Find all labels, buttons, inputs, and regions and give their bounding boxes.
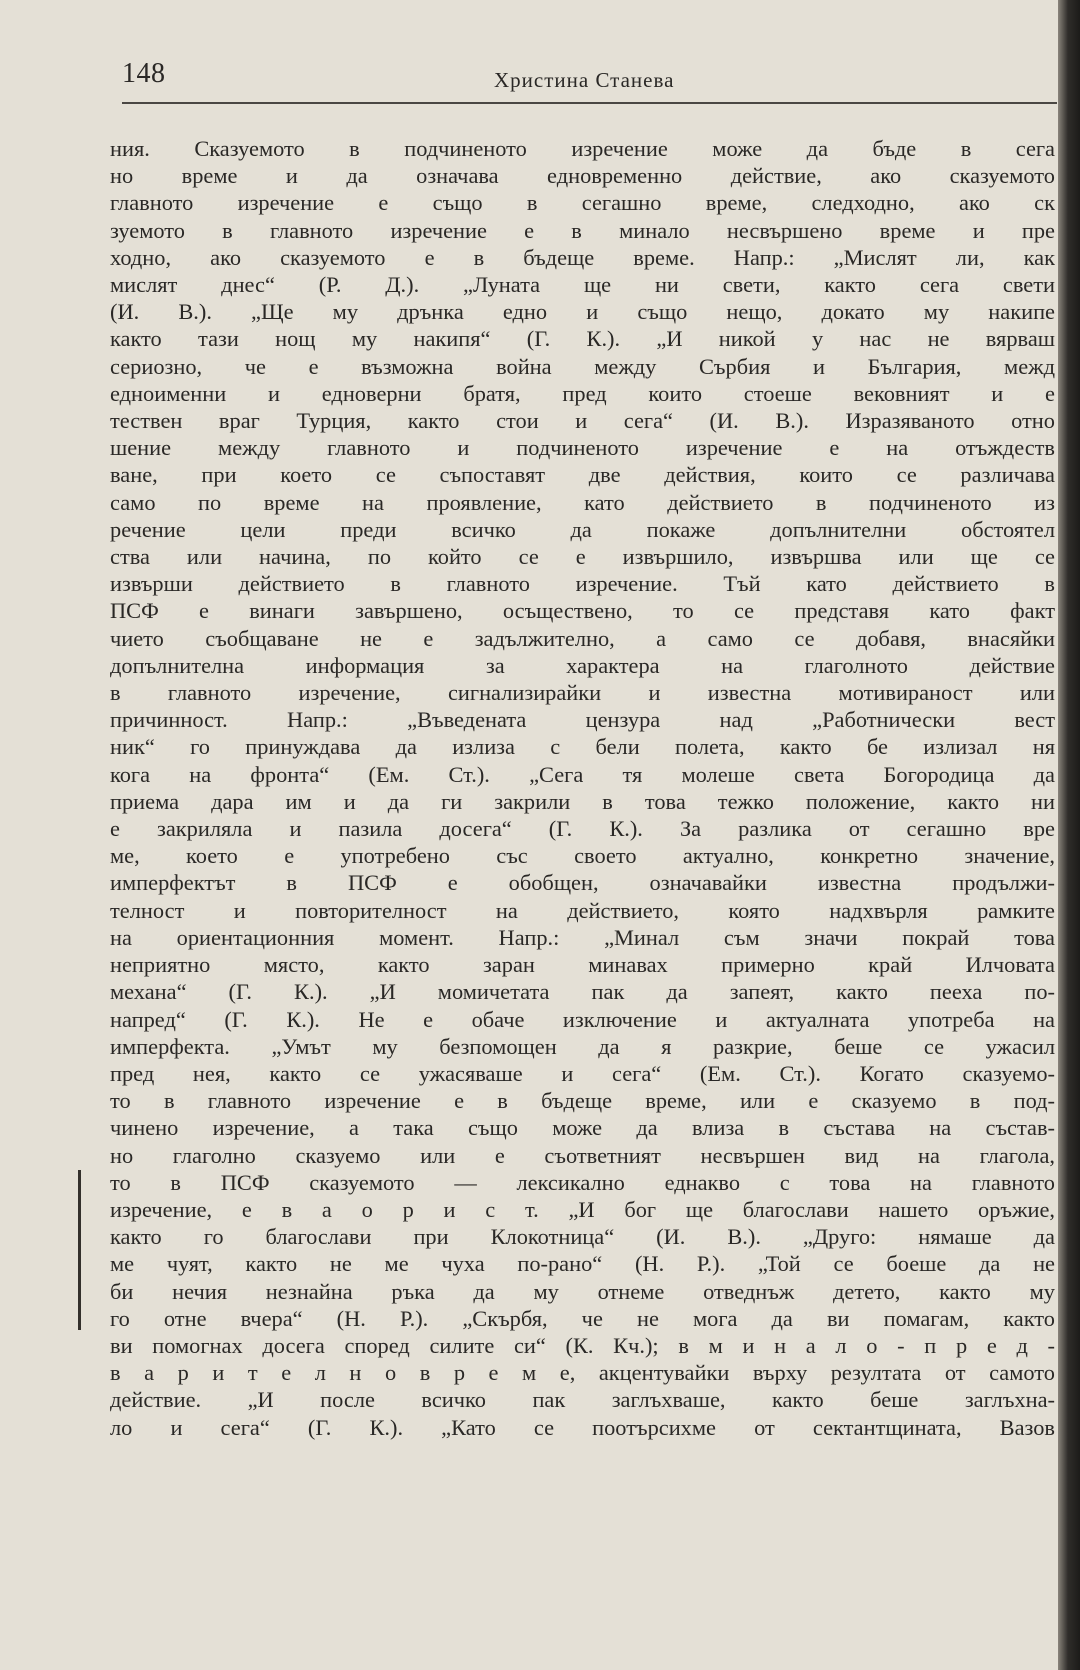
text-line: в главното изречение, сигнализирайки и известна мотивираност или xyxy=(110,680,1055,706)
text-line: чието съобщаване не е задължително, а само се добавя, внасяйки xyxy=(110,625,1055,651)
body-text xyxy=(110,135,1055,1441)
page-number: 148 xyxy=(122,58,166,89)
text-line: ло и сега“ (Г. К.). „Като се поотърсихме от сектантщината, Вазов xyxy=(110,1414,1055,1440)
text-line: ме чуят, както не ме чуха по-рано“ (Н. Р.). „Той се боеше да не xyxy=(110,1251,1055,1277)
text-line: то в ПСФ сказуемото — лексикално еднакво с това на главното xyxy=(110,1169,1055,1195)
text-line: ване, при което се съпоставят две действия, които се различава xyxy=(110,462,1055,488)
text-line: ния. Сказуемото в подчиненото изречение може да бъде в сега xyxy=(110,136,1055,161)
text-line: имперфекта. „Умът му безпомощен да я разкрие, беше се ужасил xyxy=(110,1033,1055,1059)
page-binding-edge xyxy=(1058,0,1080,1670)
text-line: шение между главното и подчиненото изречение е на отъждеств xyxy=(110,435,1055,461)
text-line: пред нея, както се ужасяваше и сега“ (Ем. Ст.). Когато сказуемо- xyxy=(110,1060,1055,1086)
text-line: причинност. Напр.: „Въведената цензура над „Работнически вест xyxy=(110,707,1055,733)
running-title: Христина Станева xyxy=(494,68,675,92)
text-line: напред“ (Г. К.). Не е обаче изключение и актуалната употреба на xyxy=(110,1006,1055,1032)
text-line: то в главното изречение е в бъдеще време, или е сказуемо в под- xyxy=(110,1088,1055,1114)
text-line: имперфектът в ПСФ е обобщен, означавайки известна продължи- xyxy=(110,870,1055,896)
text-line: мислят днес“ (Р. Д.). „Луната ще ни свети, както сега свети xyxy=(110,272,1055,298)
text-line: го отне вчера“ (Н. Р.). „Скърбя, че не мога да ви помагам, както xyxy=(110,1305,1055,1331)
text-line: ник“ го принуждава да излиза с бели полета, както бе излизал ня xyxy=(110,734,1055,760)
text-line: ви помогнах досега според силите си“ (К. Кч.); в м и н а л о - п р е д - xyxy=(110,1332,1055,1358)
text-line: телност и повторителност на действието, която надхвърля рамките xyxy=(110,897,1055,923)
text-line: речение цели преди всичко да покаже допълнителни обстоятел xyxy=(110,516,1055,542)
text-line: сериозно, че е възможна война между Сърбия и България, межд xyxy=(110,353,1055,379)
text-line: на ориентационния момент. Напр.: „Минал съм значи покрай това xyxy=(110,924,1055,950)
margin-bracket-mark xyxy=(78,1170,81,1330)
text-line: ходно, ако сказуемото е в бъдеще време. Напр.: „Мислят ли, как xyxy=(110,244,1055,270)
text-line: (И. В.). „Ще му дрънка едно и също нещо, докато му накипе xyxy=(110,299,1055,325)
text-line: допълнителна информация за характера на глаголното действие xyxy=(110,652,1055,678)
text-line: действие. „И после всичко пак заглъхваше, както беше заглъхна- xyxy=(110,1387,1055,1413)
text-line: извърши действието в главното изречение. Тъй като действието в xyxy=(110,571,1055,597)
text-line: в а р и т е л н о в р е м е, акцентувайки върху резултата от самото xyxy=(110,1360,1055,1386)
text-line: само по време на проявление, като действието в подчиненото из xyxy=(110,489,1055,515)
text-line: кога на фронта“ (Ем. Ст.). „Сега тя молеше света Богородица да xyxy=(110,761,1055,787)
text-line: ме, което е употребено със своето актуално, конкретно значение, xyxy=(110,843,1055,869)
text-line: тествен враг Турция, както стои и сега“ (И. В.). Изразяваното отно xyxy=(110,408,1055,434)
text-line: чинено изречение, а така също може да влиза в състава на състав- xyxy=(110,1115,1055,1141)
text-line: механа“ (Г. К.). „И момичетата пак да запеят, както пееха по- xyxy=(110,979,1055,1005)
text-line: ства или начина, по който се е извършило, извършва или ще се xyxy=(110,544,1055,570)
text-line: неприятно място, както заран минавах примерно край Илчовата xyxy=(110,952,1055,978)
text-line: изречение, е в а о р и с т. „И бог ще благослави нашето оръжие, xyxy=(110,1196,1055,1222)
text-line: както го благослави при Клокотница“ (И. В.). „Друго: нямаше да xyxy=(110,1224,1055,1250)
text-line: но време и да означава едновременно действие, ако сказуемото xyxy=(110,163,1055,189)
text-line: но глаголно сказуемо или е съответният несвършен вид на глагола, xyxy=(110,1142,1055,1168)
page-header xyxy=(122,54,1057,104)
text-line: приема дара им и да ги закрили в това тежко положение, както ни xyxy=(110,788,1055,814)
text-line: зуемото в главното изречение е в минало несвършено време и пре xyxy=(110,217,1055,243)
header-rule xyxy=(122,102,1057,104)
text-line: както тази нощ му накипя“ (Г. К.). „И никой у нас не вярваш xyxy=(110,326,1055,352)
text-line: едноименни и едноверни братя, пред които стоеше вековният и е xyxy=(110,380,1055,406)
text-line: ПСФ е винаги завършено, осъществено, то се представя като факт xyxy=(110,598,1055,624)
text-line: би нечия незнайна ръка да му отнеме отведнъж детето, както му xyxy=(110,1278,1055,1304)
text-line: главното изречение е също в сегашно време, следходно, ако ск xyxy=(110,190,1055,216)
text-line: е закриляла и пазила досега“ (Г. К.). За разлика от сегашно вре xyxy=(110,816,1055,842)
